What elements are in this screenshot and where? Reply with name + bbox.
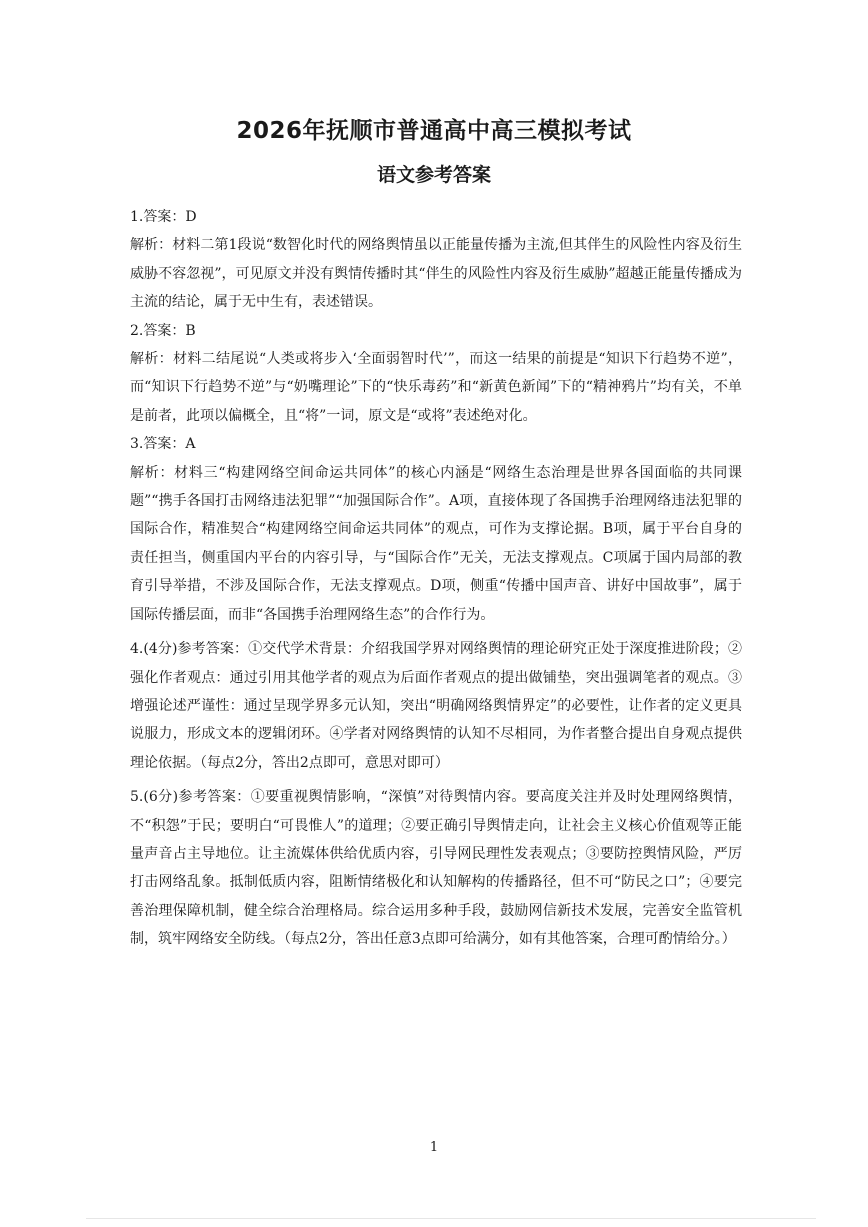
analysis-1: 解析：材料二第1段说“数智化时代的网络舆情虽以正能量传播为主流,但其伴生的风险性内容及衍生威胁不容忽视”，可见原文并没有舆情传播时其“伴生的风险性内容及衍生威胁”超越正能量传播成为主流的结论，属于无中生有，表述错误。 [130, 237, 742, 311]
document-subtitle: 语文参考答案 [376, 164, 491, 186]
page-number: 1 [429, 1140, 439, 1155]
footer-divider [86, 1218, 816, 1219]
answer-2: 2.答案：B [130, 322, 196, 339]
answer-3: 3.答案：A [130, 436, 196, 453]
analysis-3: 解析：材料三“构建网络空间命运共同体”的核心内涵是“网络生态治理是世界各国面临的共同课题”“携手各国打击网络违法犯罪”“加强国际合作”。A项，直接体现了各国携手治理网络违法犯罪的国际合作，精准契合“构建网络空间命运共同体”的观点，可作为支撑论据。B项，属于平台自身的责任担当，侧重国内平台的内容引导，与“国际合作”无关，无法支撑观点。C项属于国内局部的教育引导举措，不涉及国际合作，无法支撑观点。D项，侧重“传播中国声音、讲好中国故事”，属于国际传播层面，而非“各国携手治理网络生态”的合作行为。 [130, 464, 742, 623]
answer-1: 1.答案：D [130, 209, 197, 225]
answer-5: 5.(6分)参考答案：①要重视舆情影响，“深慎”对待舆情内容。要高度关注并及时处理网络舆情，不“积怨”于民；要明白“可畏惟人”的道理；②要正确引导舆情走向，让社会主义核心价值观等正能量声音占主导地位。让主流媒体供给优质内容，引导网民理性发表观点；③要防控舆情风险，严厉打击网络乱象。抵制低质内容，阻断情绪极化和认知解构的传播路径，但不可“防民之口”；④要完善治理保障机制，健全综合治理格局。综合运用多种手段，鼓励网信新技术发展，完善安全监管机制，筑牢网络安全防线。（每点2分，答出任意3点即可给满分，如有其他答案，合理可酌情给分。） [130, 789, 742, 948]
document-title: 2026年抚顺市普通高中高三模拟考试 [236, 118, 632, 144]
answer-4: 4.(4分)参考答案：①交代学术背景：介绍我国学界对网络舆情的理论研究正处于深度推进阶段；②强化作者观点：通过引用其他学者的观点为后面作者观点的提出做铺垫，突出强调笔者的观点。③增强论述严谨性：通过呈现学界多元认知，突出“明确网络舆情界定”的必要性，让作者的定义更具说服力，形成文本的逻辑闭环。④学者对网络舆情的认知不尽相同，为作者整合提出自身观点提供理论依据。（每点2分，答出2点即可，意思对即可） [130, 641, 742, 771]
answer-body [130, 203, 742, 954]
analysis-2: 解析：材料二结尾说“人类或将步入‘全面弱智时代’”，而这一结果的前提是“知识下行趋势不逆”，而“知识下行趋势不逆”与“奶嘴理论”下的“快乐毒药”和“新黄色新闻”下的“精神鸦片”均有关，不单是前者，此项以偏概全，且“将”一词，原文是“或将”表述绝对化。 [130, 351, 742, 424]
